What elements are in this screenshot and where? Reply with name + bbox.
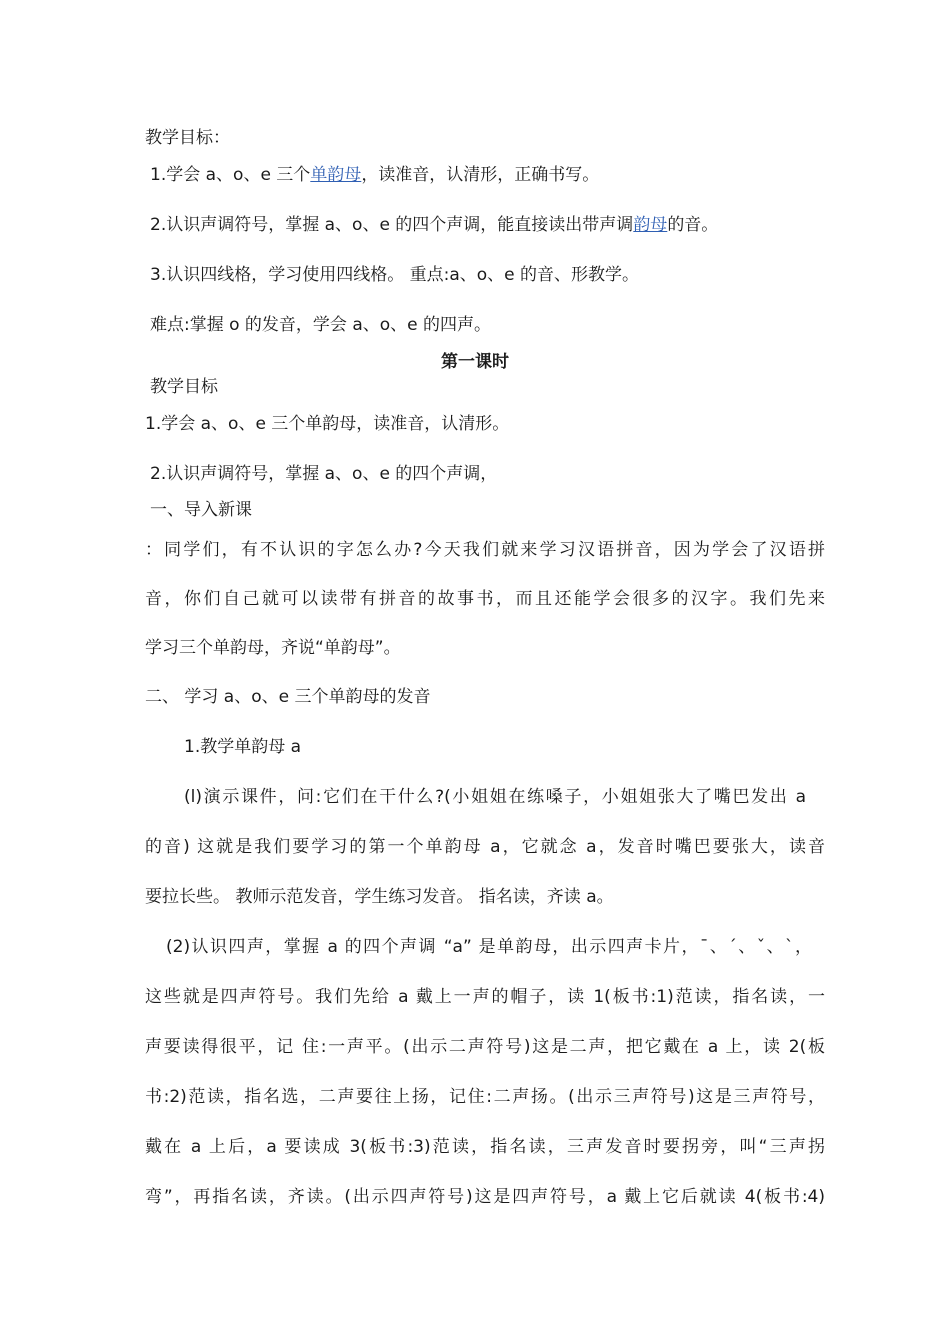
section-1-line-3: 学习三个单韵母，齐说“单韵母”。 xyxy=(145,638,401,658)
objective-item-1-before: 1.学会 a、o、e 三个 xyxy=(150,165,311,185)
para-1-line-3: 要拉长些。 教师示范发音，学生练习发音。 指名读，齐读 a。 xyxy=(145,887,614,907)
section-2-sub-1: 1.教学单韵母 a xyxy=(184,737,302,757)
para-2-line-1: (2)认识四声，掌握 a 的四个声调 “a” 是单韵母，出示四声卡片，ˉ、ˊ、ˇ、ˋ， xyxy=(166,937,812,957)
objective-item-2-after: 的音。 xyxy=(667,215,719,235)
objective-item-1 xyxy=(150,163,830,187)
section-1-title: 一、导入新课 xyxy=(150,500,252,520)
lesson-objectives-title: 教学目标 xyxy=(150,377,218,397)
lesson-heading: 第一课时 xyxy=(441,352,509,372)
section-2-title: 二、 学习 a、o、e 三个单韵母的发音 xyxy=(145,687,431,707)
objective-item-3: 3.认识四线格，学习使用四线格。 重点:a、o、e 的音、形教学。 xyxy=(150,265,640,285)
para-1-line-1: (l)演示课件，问:它们在干什么?(小姐姐在练嗓子，小姐姐张大了嘴巴发出 a xyxy=(184,787,806,807)
para-2-line-4: 书:2)范读，指名选，二声要往上扬，记住:二声扬。(出示三声符号)这是三声符号， xyxy=(145,1087,825,1107)
lesson-objective-1: 1.学会 a、o、e 三个单韵母，读准音，认清形。 xyxy=(145,414,510,434)
objective-item-1-after: ，读准音，认清形，正确书写。 xyxy=(361,165,600,185)
link-yun-mu[interactable]: 韵母 xyxy=(633,215,668,235)
link-dan-yun-mu[interactable]: 单韵母 xyxy=(310,165,362,185)
objective-item-2 xyxy=(150,213,830,237)
para-2-line-2: 这些就是四声符号。我们先给 a 戴上一声的帽子，读 1(板书:1)范读，指名读，一 xyxy=(145,987,825,1007)
section-1-line-1: ：同学们，有不认识的字怎么办?今天我们就来学习汉语拼音，因为学会了汉语拼 xyxy=(145,540,825,560)
para-2-line-6: 弯”，再指名读，齐读。(出示四声符号)这是四声符号，a 戴上它后就读 4(板书:4) xyxy=(145,1187,825,1207)
para-2-line-5: 戴在 a 上后，a 要读成 3(板书:3)范读，指名读，三声发音时要拐旁，叫“三声拐 xyxy=(145,1137,825,1157)
objective-item-2-before: 2.认识声调符号，掌握 a、o、e 的四个声调，能直接读出带声调 xyxy=(150,215,634,235)
lesson-objective-2: 2.认识声调符号，掌握 a、o、e 的四个声调， xyxy=(150,464,498,484)
para-1-line-2: 的音) 这就是我们要学习的第一个单韵母 a，它就念 a，发音时嘴巴要张大，读音 xyxy=(145,837,825,857)
objectives-title: 教学目标： xyxy=(145,128,230,148)
para-2-line-3: 声要读得很平，记 住:一声平。(出示二声符号)这是二声，把它戴在 a 上，读 2(板 xyxy=(145,1037,825,1057)
section-1-line-2: 音，你们自己就可以读带有拼音的故事书，而且还能学会很多的汉字。我们先来 xyxy=(145,589,825,609)
difficulty-text: 难点:掌握 o 的发音，学会 a、o、e 的四声。 xyxy=(150,315,492,335)
